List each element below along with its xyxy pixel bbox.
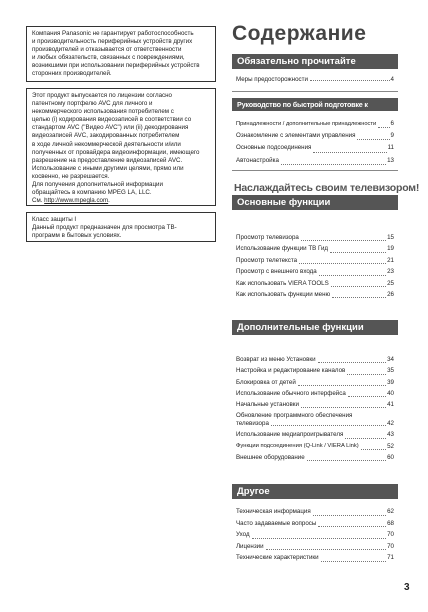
dot-leader <box>266 549 387 550</box>
toc-item-label: Настройка и редактирование каналов <box>236 367 346 375</box>
toc-item[interactable] <box>236 266 394 277</box>
dot-leader <box>271 425 386 426</box>
toc-item[interactable] <box>236 412 394 428</box>
dot-leader <box>281 164 386 165</box>
toc-item[interactable] <box>236 365 394 376</box>
toc-other <box>236 506 394 564</box>
license-line: в ходе личной некоммерческой деятельности и/или <box>32 140 181 148</box>
toc-item-page: 35 <box>387 367 394 375</box>
toc-item-label: Просмотр телетекста <box>236 256 298 264</box>
license-line: Использование с иными другими целями, прямо или <box>32 164 184 172</box>
toc-item-label: Обновление программного обеспечения <box>236 412 353 420</box>
toc-item-page: 13 <box>387 156 394 164</box>
disclaimer-line: сторонних производителей. <box>32 70 112 78</box>
toc-item-label: Использование обычного интерфейса <box>236 389 346 397</box>
toc-item-page: 25 <box>387 279 394 287</box>
dot-leader <box>313 152 386 153</box>
protection-class-box <box>26 212 216 242</box>
toc-item[interactable] <box>236 399 394 410</box>
page-title: Содержание <box>232 22 367 45</box>
toc-item-page: 11 <box>387 144 394 152</box>
dot-leader <box>252 538 387 539</box>
dot-leader <box>330 252 386 253</box>
license-line: обращайтесь в компанию MPEG LA, LLC. <box>32 189 152 197</box>
toc-item[interactable] <box>236 76 394 83</box>
class-line: Класс защиты I <box>32 216 77 223</box>
toc-item-label: Лицензии <box>236 542 264 550</box>
toc-item-label: Начальные установки <box>236 401 299 409</box>
license-link-line <box>32 197 210 205</box>
toc-item-page: 42 <box>387 420 394 428</box>
class-line: программ в бытовых условиях. <box>32 232 122 240</box>
dot-leader <box>378 127 389 128</box>
toc-item[interactable] <box>236 243 394 254</box>
section-heading-advanced: Дополнительные функции <box>232 320 398 335</box>
section-heading-other: Другое <box>232 484 398 499</box>
toc-item[interactable] <box>236 255 394 266</box>
toc-item[interactable] <box>236 429 394 440</box>
toc-item-label: Использование медиапроигрывателя <box>236 431 344 439</box>
link-suffix: . <box>108 197 110 205</box>
license-line: целью (i) кодирования видеозаписей в соответствии со <box>32 116 192 124</box>
toc-item-label: Техническая информация <box>236 508 311 515</box>
section-divider <box>232 170 398 171</box>
dot-leader <box>298 385 386 386</box>
dot-leader <box>347 374 386 375</box>
toc-item-page: 19 <box>387 245 394 253</box>
toc-item-label-cont: телевизора <box>236 420 269 428</box>
toc-item[interactable] <box>236 354 394 365</box>
license-line: косвенно, не разрешается. <box>32 172 110 180</box>
dot-leader <box>345 438 386 439</box>
toc-item[interactable] <box>236 377 394 388</box>
dot-leader <box>299 263 386 264</box>
toc-item[interactable] <box>236 441 394 452</box>
dot-leader <box>332 297 386 298</box>
license-line: разрешение на предоставление видеозаписей AVC. <box>32 156 183 164</box>
toc-item[interactable] <box>236 118 394 130</box>
toc-basic <box>236 232 394 300</box>
toc-item-label: Возврат из меню Установки <box>236 356 316 363</box>
toc-item[interactable] <box>236 506 394 518</box>
dot-leader <box>331 286 386 287</box>
disclaimer-line: и производительность периферийных устройств других <box>32 38 193 46</box>
toc-advanced <box>236 354 394 463</box>
toc-item-page: 15 <box>387 234 394 241</box>
dot-leader <box>318 526 386 527</box>
toc-item-label: Автонастройка <box>236 156 279 164</box>
link-prefix: См. <box>32 197 45 205</box>
license-line: Для получения дополнительной информации <box>32 181 163 189</box>
toc-quick-start <box>236 118 394 167</box>
toc-item-label: Меры предосторожности <box>236 76 308 83</box>
disclaimer-line: Компания Panasonic не гарантирует работоспособность <box>32 30 194 37</box>
enjoy-subheading: Наслаждайтесь своим телевизором! <box>234 182 420 194</box>
toc-item[interactable] <box>236 518 394 530</box>
dot-leader <box>310 80 390 81</box>
toc-item-page: 40 <box>387 389 394 397</box>
toc-item-label: Основные подсоединения <box>236 144 312 152</box>
toc-item-label: Как использовать функции меню <box>236 291 331 299</box>
toc-item[interactable] <box>236 529 394 541</box>
toc-item-page: 34 <box>387 356 394 363</box>
toc-item-page: 41 <box>387 401 394 409</box>
toc-item-label: Как использовать VIERA TOOLS <box>236 279 329 287</box>
disclaimer-line: и любых обязательств, связанных с повреждениями, <box>32 54 185 62</box>
toc-item-page: 9 <box>390 132 394 140</box>
class-line: Данный продукт предназначен для просмотра ТВ- <box>32 224 177 232</box>
section-heading-basic: Основные функции <box>232 195 398 210</box>
toc-item-label: Технические характеристики <box>236 554 319 562</box>
disclaimer-line: производителей и отказывается от ответственности <box>32 46 182 54</box>
toc-item[interactable] <box>236 155 394 167</box>
avc-license-box <box>26 88 216 206</box>
toc-item-page: 60 <box>387 454 394 462</box>
dot-leader <box>301 240 386 241</box>
section-heading-must-read: Обязательно прочитайте <box>232 54 398 69</box>
toc-item-label: Использование функции ТВ Гид <box>236 245 329 253</box>
section-divider <box>232 91 398 92</box>
toc-item-page: 39 <box>387 378 394 386</box>
license-line: полученных от провайдера видеоинформации, имеющего <box>32 148 200 156</box>
toc-item-label: Ознакомление с элементами управления <box>236 132 356 140</box>
license-line: некоммерческого использования потребителем с <box>32 108 174 116</box>
dot-leader <box>321 561 387 562</box>
toc-item-page: 21 <box>387 256 394 264</box>
toc-item[interactable] <box>236 278 394 289</box>
toc-item[interactable] <box>236 552 394 564</box>
toc-item[interactable] <box>236 130 394 142</box>
toc-item-page: 68 <box>387 519 394 527</box>
toc-item-page: 70 <box>387 542 394 550</box>
dot-leader <box>348 396 386 397</box>
toc-item-label: Уход <box>236 531 250 539</box>
toc-item[interactable] <box>236 142 394 154</box>
toc-item[interactable] <box>236 388 394 399</box>
toc-item-label: Часто задаваемые вопросы <box>236 519 317 527</box>
disclaimer-box <box>26 26 216 82</box>
toc-item-page: 70 <box>387 531 394 539</box>
license-line: стандартом AVC ("Видео AVC") или (ii) декодирования <box>32 124 189 132</box>
dot-leader <box>313 515 386 516</box>
dot-leader <box>319 275 386 276</box>
dot-leader <box>318 362 387 363</box>
toc-item-label: Внешнее оборудование <box>236 454 305 462</box>
toc-item-page: 62 <box>387 508 394 515</box>
toc-item-label: Просмотр телевизора <box>236 234 299 241</box>
toc-item[interactable] <box>236 541 394 553</box>
toc-item-page: 26 <box>387 291 394 299</box>
toc-must-read <box>236 76 394 83</box>
toc-item-page: 4 <box>390 76 394 83</box>
dot-leader <box>357 139 389 140</box>
license-line: Этот продукт выпускается по лицензии согласно <box>32 92 172 99</box>
license-line: патентному портфелю AVC для личного и <box>32 100 153 108</box>
disclaimer-line: возникшими при использовании периферийных устройств <box>32 62 200 70</box>
toc-item-label: Функции подсоединения (Q-Link / VIERA Link) <box>236 442 359 449</box>
toc-item-page: 6 <box>390 120 394 127</box>
toc-item[interactable] <box>236 232 394 243</box>
toc-item-label: Принадлежности / дополнительные принадлежности <box>236 121 377 127</box>
toc-item[interactable] <box>236 289 394 300</box>
license-line: видеозаписей AVC, закодированных потребителем <box>32 132 180 140</box>
section-heading-quick-start: Руководство по быстрой подготовке к эксплуатации <box>232 98 398 111</box>
dot-leader <box>301 407 386 408</box>
toc-item-label: Блокировка от детей <box>236 378 296 386</box>
dot-leader <box>361 449 386 450</box>
toc-item-label: Просмотр с внешнего входа <box>236 268 317 276</box>
toc-item-page: 52 <box>387 442 394 450</box>
mpegla-link[interactable]: http://www.mpegla.com <box>44 197 109 205</box>
page-number: 3 <box>404 582 410 593</box>
toc-item[interactable] <box>236 452 394 463</box>
toc-item-page: 23 <box>387 268 394 276</box>
toc-item-page: 71 <box>387 554 394 562</box>
toc-item-page: 43 <box>387 431 394 439</box>
dot-leader <box>307 460 386 461</box>
